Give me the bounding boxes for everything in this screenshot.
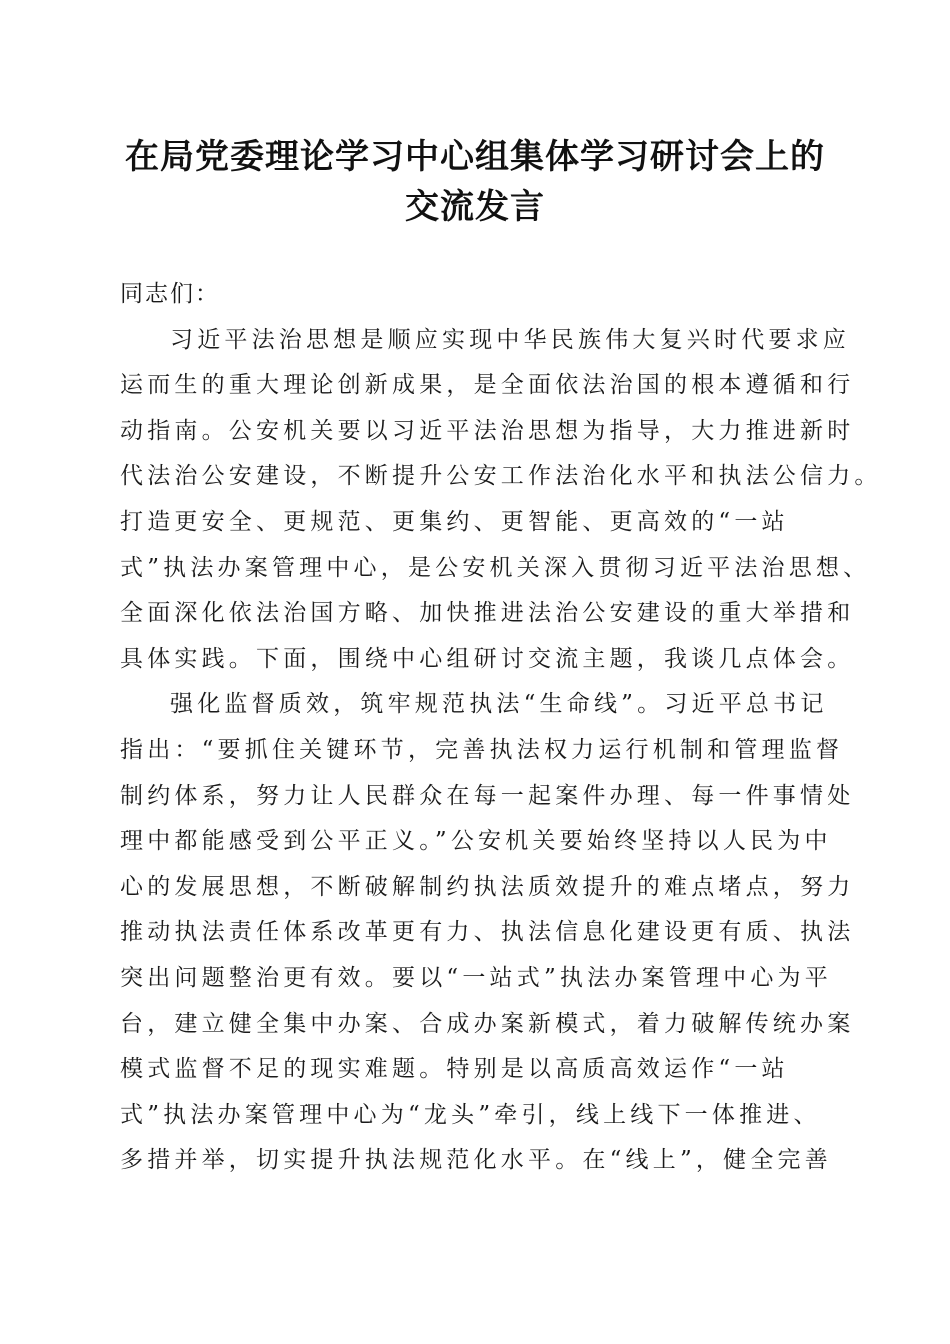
paragraph-line: 制约体系，努力让人民群众在每一起案件办理、每一件事情处 xyxy=(120,782,855,809)
paragraph-line: 代法治公安建设，不断提升公安工作法治化水平和执法公信力。 xyxy=(120,463,882,490)
paragraph-line: 运而生的重大理论创新成果，是全面依法治国的根本遵循和行 xyxy=(120,372,855,399)
paragraph-line: 强化监督质效，筑牢规范执法“生命线”。习近平总书记 xyxy=(170,691,828,718)
paragraph-line: 打造更安全、更规范、更集约、更智能、更高效的“一站 xyxy=(120,508,789,535)
paragraph-line: 多措并举，切实提升执法规范化水平。在“线上”，健全完善 xyxy=(120,1147,832,1174)
salutation: 同志们： xyxy=(120,281,220,307)
paragraph-line: 心的发展思想，不断破解制约执法质效提升的难点堵点，努力 xyxy=(120,873,855,900)
paragraph-line: 模式监督不足的现实难题。特别是以高质高效运作“一站 xyxy=(120,1056,789,1083)
paragraph-line: 习近平法治思想是顺应实现中华民族伟大复兴时代要求应 xyxy=(170,326,850,353)
paragraph-line: 式”执法办案管理中心，是公安机关深入贯彻习近平法治思想、 xyxy=(120,554,871,581)
document-title xyxy=(100,132,850,232)
paragraph-line: 台，建立健全集中办案、合成办案新模式，着力破解传统办案 xyxy=(120,1010,855,1037)
paragraph-line: 式”执法办案管理中心为“龙头”牵引，线上线下一体推进、 xyxy=(120,1101,821,1128)
paragraph-1 xyxy=(120,318,882,683)
title-line-2: 交流发言 xyxy=(405,187,545,227)
paragraph-line: 具体实践。下面，围绕中心组研讨交流主题，我谈几点体会。 xyxy=(120,645,855,672)
paragraph-line: 推动执法责任体系改革更有力、执法信息化建设更有质、执法 xyxy=(120,919,855,946)
paragraph-line: 指出：“要抓住关键环节，完善执法权力运行机制和管理监督 xyxy=(120,736,844,763)
paragraph-line: 全面深化依法治国方略、加快推进法治公安建设的重大举措和 xyxy=(120,600,855,627)
paragraph-2 xyxy=(120,682,855,1184)
paragraph-line: 突出问题整治更有效。要以“一站式”执法办案管理中心为平 xyxy=(120,964,832,991)
paragraph-line: 理中都能感受到公平正义。”公安机关要始终坚持以人民为中 xyxy=(120,828,832,855)
title-line-1: 在局党委理论学习中心组集体学习研讨会上的 xyxy=(125,137,825,177)
document-body xyxy=(120,272,882,1184)
paragraph-line: 动指南。公安机关要以习近平法治思想为指导，大力推进新时 xyxy=(120,417,855,444)
